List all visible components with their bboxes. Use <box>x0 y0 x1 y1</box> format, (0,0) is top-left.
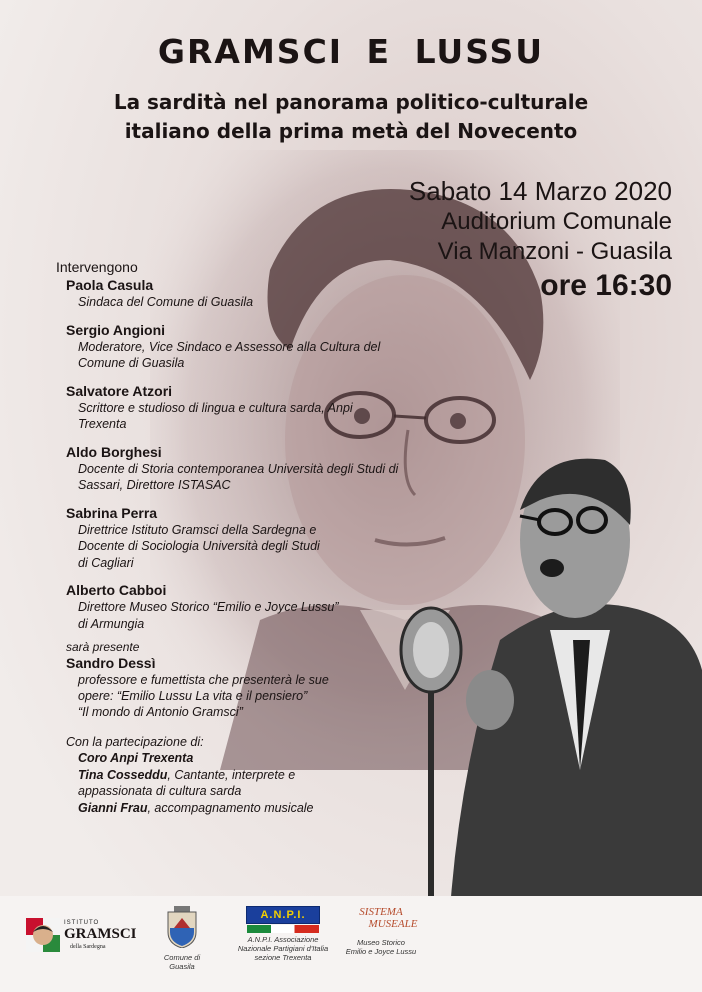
participant-desc: , Cantante, interprete e <box>167 767 296 782</box>
museo-caption: Emilio e Joyce Lussu <box>345 947 417 956</box>
anpi-caption: Nazionale Partigiani d'Italia <box>237 944 329 953</box>
sponsor-footer <box>0 896 702 992</box>
event-venue: Auditorium Comunale <box>441 208 672 235</box>
speaker-name: Alberto Cabboi <box>66 582 167 598</box>
speaker-name: Sabrina Perra <box>66 504 158 521</box>
gramsci-logo-main: GRAMSCI <box>64 926 137 942</box>
speaker-role: Docente di Storia contemporanea Università degli Studi di <box>78 461 399 476</box>
anpi-logo <box>228 906 338 962</box>
guest-label: sarà presente <box>66 640 140 654</box>
museo-brand: MUSEALE <box>368 918 418 930</box>
speaker-item <box>66 321 436 372</box>
poster-title: GRAMSCI E LUSSU <box>157 32 545 71</box>
speaker-role: Docente di Sociologia Università degli Studi <box>78 539 320 553</box>
event-time: ore 16:30 <box>540 269 672 302</box>
speaker-item <box>66 276 436 311</box>
participation-line <box>78 783 436 800</box>
anpi-caption: sezione Trexenta <box>254 953 312 962</box>
speaker-item <box>66 382 436 433</box>
guest-line: opere: “Emilio Lussu La vita e il pensiero” <box>78 689 308 703</box>
speaker-role: Scrittore e studioso di lingua e cultura sarda, Anpi <box>78 400 353 415</box>
guest-block <box>66 640 436 720</box>
speaker-role: Comune di Guasila <box>78 356 185 370</box>
guest-line: professore e fumettista che presenterà le sue <box>78 673 329 687</box>
speakers-list <box>56 258 436 816</box>
participant-name: Tina Cosseddu <box>78 767 168 782</box>
participation-line <box>78 750 436 767</box>
comune-caption: Comune di <box>163 953 201 962</box>
gramsci-logo-top: ISTITUTO <box>64 920 100 926</box>
speaker-role: di Armungia <box>78 616 145 631</box>
speaker-name: Aldo Borghesi <box>66 443 162 460</box>
participation-line <box>78 800 436 817</box>
event-date: Sabato 14 Marzo 2020 <box>408 176 672 206</box>
participant-name: Gianni Frau <box>78 800 148 815</box>
museo-logo <box>336 906 426 956</box>
comune-logo <box>160 906 204 971</box>
coat-of-arms-icon <box>165 906 199 948</box>
speaker-item <box>66 581 436 632</box>
museo-caption: Museo Storico <box>357 938 405 947</box>
subtitle-line: italiano della prima metà del Novecento <box>124 119 578 143</box>
participant-desc: appassionata di cultura sarda <box>78 784 242 798</box>
speaker-name: Sergio Angioni <box>66 321 166 338</box>
participation-intro: Con la partecipazione di: <box>66 735 204 749</box>
participant-desc: , accompagnamento musicale <box>147 800 314 815</box>
museo-brand: SISTEMA <box>359 906 403 918</box>
speaker-item <box>66 443 436 494</box>
gramsci-portrait-icon <box>26 918 60 952</box>
speaker-role: Direttore Museo Storico “Emilio e Joyce Lussu” <box>78 600 339 614</box>
speaker-name: Salvatore Atzori <box>66 382 173 399</box>
speaker-role: di Cagliari <box>78 555 134 570</box>
event-info <box>409 175 672 305</box>
subtitle-line: La sardità nel panorama politico-culturale <box>113 90 589 114</box>
participation-block <box>66 734 436 816</box>
speaker-role: Sassari, Direttore ISTASAC <box>78 478 231 492</box>
gramsci-logo-bottom: della Sardegna <box>70 944 106 950</box>
speaker-role: Sindaca del Comune di Guasila <box>78 295 254 309</box>
gramsci-institute-logo <box>26 918 136 958</box>
poster-subtitle <box>0 88 702 146</box>
speaker-role: Direttrice Istituto Gramsci della Sardegna e <box>78 522 317 537</box>
guest-name: Sandro Dessì <box>66 655 156 671</box>
speakers-label: Intervengono <box>56 259 138 275</box>
italian-flag-icon <box>247 925 319 933</box>
anpi-mark: A.N.P.I. <box>246 906 320 924</box>
participant-name: Coro Anpi Trexenta <box>78 751 194 765</box>
guest-line: “Il mondo di Antonio Gramsci” <box>78 705 243 719</box>
comune-caption: Guasila <box>169 962 195 971</box>
speaker-role: Trexenta <box>78 417 127 431</box>
speaker-name: Paola Casula <box>66 277 154 293</box>
anpi-caption: A.N.P.I. Associazione <box>247 935 319 944</box>
speaker-role: Moderatore, Vice Sindaco e Assessore alla Cultura del <box>78 339 381 354</box>
event-address: Via Manzoni - Guasila <box>437 238 672 265</box>
participation-line <box>78 767 436 784</box>
speaker-item <box>66 504 436 572</box>
